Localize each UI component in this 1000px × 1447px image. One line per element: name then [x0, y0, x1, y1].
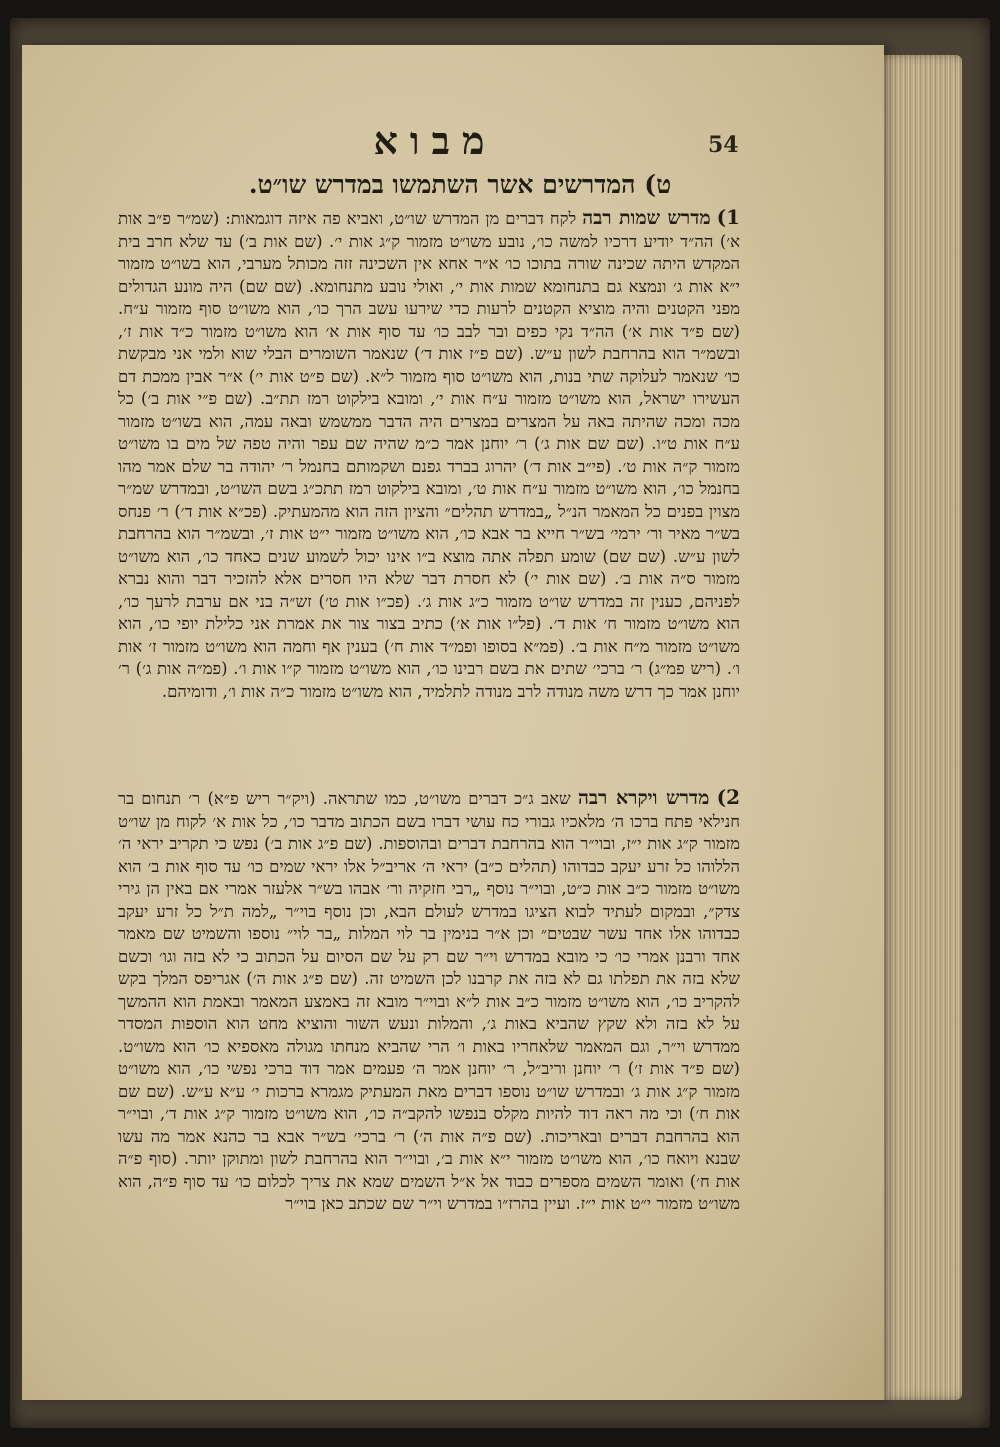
section-heading: ט) המדרשים אשר השתמשו במדרש שו״ט. [248, 170, 672, 199]
paragraph-text: שאב ג״כ דברים משו״ט, כמו שתראה. (ויק״ר ריש פ״א) ר׳ תנחום בר חנילאי פתח ברכו ה׳ מלאכיו גבורי כח עושי דברו בשם הכתוב מדבר כו׳, כל אות א׳ לקוח מן שו״ט מזמור ק״ג אות י״ז, ובוי״ר הוא בהרחבת דברים ובהוספות. (שם פ״ג אות ב׳) נפש כי תקריב יראי ה׳ הללוהו כל זרע יעקב כבדוהו (תהלים כ״ב) יראי ה׳ אריב״ל אלו יראי שמים כו׳ עד סוף אות ב׳ הוא משו״ט מזמור כ״ב אות כ״ט, ובוי״ר נוסף „רבי חזקיה ור׳ אבהו בש״ר אלעזר אמרי אם באין הן גירי צדק״, ובמקום לעתיד לבוא הציגו במדרש לעולם הבא, וכן נוסף בוי״ר „למה ת״ל כל זרע יעקב כבדוהו אלו אחד עשר שבטים״ וכן א״ר בנימין בר לוי המלות „בר לוי״ נוספו והשמיט שם מאמר אחד ורבנן אמרי כו׳ כי מובא במדרש וי״ר שם רק על שם הסיום על הכתוב כי לא בזה וגו׳ וכשם שלא בזה את תפלתו גם לא בזה את קרבנו לכן השמיט זה. (שם פ״ג אות ה׳) אגריפס המלך בקש להקריב כו׳, הוא משו״ט מזמור כ״ב אות ל״א ובוי״ר מובא זה באמצע המאמר ובאמת הוא ההמשך על לא בזה ולא שקץ שהביא באות ג׳, והמלות ונעש השור והוציא מחט הוא הוספות המסדר ממדרש וי״ר, וגם המאמר שלאחריו באות ו׳ הרי שהביא מנחתו מגולה מאספיא כו׳ הוא משו״ט. (שם פ״ד אות ז׳) ר׳ יוחנן וריב״ל, ר׳ יוחנן אמר ה׳ פעמים אמר דוד ברכי נפשי כו׳, הוא משו״ט מזמור ק״ג אות ג׳ ובמדרש שו״ט נוספו דברים מאת המעתיק מגמרא ברכות י׳ ע״א ע״ש. (שם שם אות ח׳) וכי מה ראה דוד להיות מקלס בנפשו להקב״ה כו׳, הוא משו״ט מזמור ק״ג אות ד׳, ובוי״ר הוא בהרחבת דברים ובאריכות. (שם פ״ה אות ה׳) ר׳ ברכי׳ בש״ר אבא בר כהנא אמר מה עשו שבנא ויואח כו׳, הוא משו״ט מזמור י״א אות ב׳, ובוי״ר הוא בהרחבת לשון ומתוקן יותר. (סוף פ״ה אות ח׳) ואומר השמים מספרים כבוד אל א״ל השמים שמא את צריך לכלום כו׳ עד סוף פ״ה, הוא משו״ט מזמור י״ט אות י״ז. ועיין בהרז״ו במדרש וי״ר שם שכתב כאן בוי״ר [118, 789, 740, 1213]
running-header-title: מבוא [373, 118, 497, 163]
paragraph-lead: מדרש שמות רבה [582, 207, 711, 229]
paragraph-2 [118, 786, 740, 1216]
paragraph-text: לקח דברים מן המדרש שו״ט, ואביא פה איזה דוגמאות: (שמ״ר פ״ב אות א׳) הה״ד יודיע דרכיו למשה כו׳, נובע משו״ט מזמור ק״ג אות י׳. (שם אות ב׳) עד שלא חרב בית המקדש היתה שכינה שורה בתוכו כו׳ א״ר אחא אין השכינה זזה מכותל מערבי, הוא בשו״ט מזמור י״א אות ג׳ ונמצא גם בתנחומא שמות אות י׳, ואולי נובע מתנחומא. (שם שם) היה מונע הגדולים מפני הקטנים והיה מוציא הקטנים לרעות כדי שירעו עשב הרך כו׳, הוא משו״ט סוף מזמור ע״ח. (שם פ״ד אות א׳) הה״ד נקי כפים ובר לבב כו׳ עד סוף אות א׳ הוא משו״ט מזמור כ״ד אות ז׳, ובשמ״ר הוא בהרחבת לשון ע״ש. (שם פ״ז אות ד׳) שנאמר השומרים הבלי שוא ולמי אני מבקשת כו׳ שנאמר לעלוקה שתי בנות, הוא משו״ט סוף מזמור ל״א. (שם פ״ט אות י׳) א״ר אבין ממכת דם העשירו ישראל, הוא משו״ט מזמור ע״ח אות י׳, ומובא בילקוט רמז תת״ב. (שם פ״י אות ב׳) כל מכה ומכה שהיתה באה על המצרים במצרים היה הדבר ממשמש ובאה עמה, הוא בשו״ט מזמור ע״ח אות ט״ו. (שם שם אות ג׳) ר׳ יוחנן אמר כ״מ שהיה שם עפר והיה טפה של מים בו משו״ט מזמור ק״ה אות ט׳. (פי״ב אות ד׳) יהרוג בברד גפנם ושקמותם בחנמל ר׳ יהודה בר שלם אמר מהו בחנמל כו׳, הוא משו״ט מזמור ע״ח אות ט׳, ומובא בילקוט רמז תתכ״ג בשם השו״ט, ובמדרש שמ״ר מצוין בפנים כל המאמר הנ״ל „במדרש תהלים״ והציון הזה הוא מהמעתיק. (פכ״א אות ד׳) ר׳ פנחס בש״ר מאיר ור׳ ירמי׳ בש״ר חייא בר אבא כו׳, הוא משו״ט מזמור י״ט אות ז׳, ובשמ״ר הוא בהרחבת לשון ע״ש. (שם שם) שומע תפלה אתה מוצא ב״ו אינו יכול לשמוע שנים כאחד כו׳, הוא משו״ט מזמור ס״ה אות ב׳. (שם אות י׳) לא חסרת דבר שלא היו חסרים אלא להזכיר דבר והוא נברא לפניהם, כענין זה במדרש שו״ט מזמור כ״ג אות ג׳. (פכ״ו אות ט׳) זש״ה בני אם ערבת לרעך כו׳, הוא משו״ט מזמור ח׳ אות ד׳. (פל״ו אות א׳) כתיב בצור צור את אמרת אני כלילת יופי כו׳, הוא משו״ט מזמור מ״ח אות ב׳. (פמ״א בסופו ופמ״ד אות ח׳) בענין אף וחמה הוא משו״ט מזמור ז׳ אות ו׳. (ריש פמ״ג) ר׳ ברכי׳ שתים את בשם רבינו כו׳, הוא משו״ט מזמור ק״ו אות ו׳. (פמ״ה אות ג׳) ר׳ יוחנן אמר כך דרש משה מנודה לרב מנודה לתלמיד, הוא משו״ט מזמור כ״ה אות ו׳, ודומיהם. [118, 209, 741, 701]
paragraph-1 [118, 206, 740, 703]
paragraph-number: 2) [716, 785, 740, 809]
page-number: 54 [708, 132, 739, 158]
paragraph-lead: מדרש ויקרא רבה [577, 787, 710, 809]
paragraph-number: 1) [716, 205, 741, 229]
